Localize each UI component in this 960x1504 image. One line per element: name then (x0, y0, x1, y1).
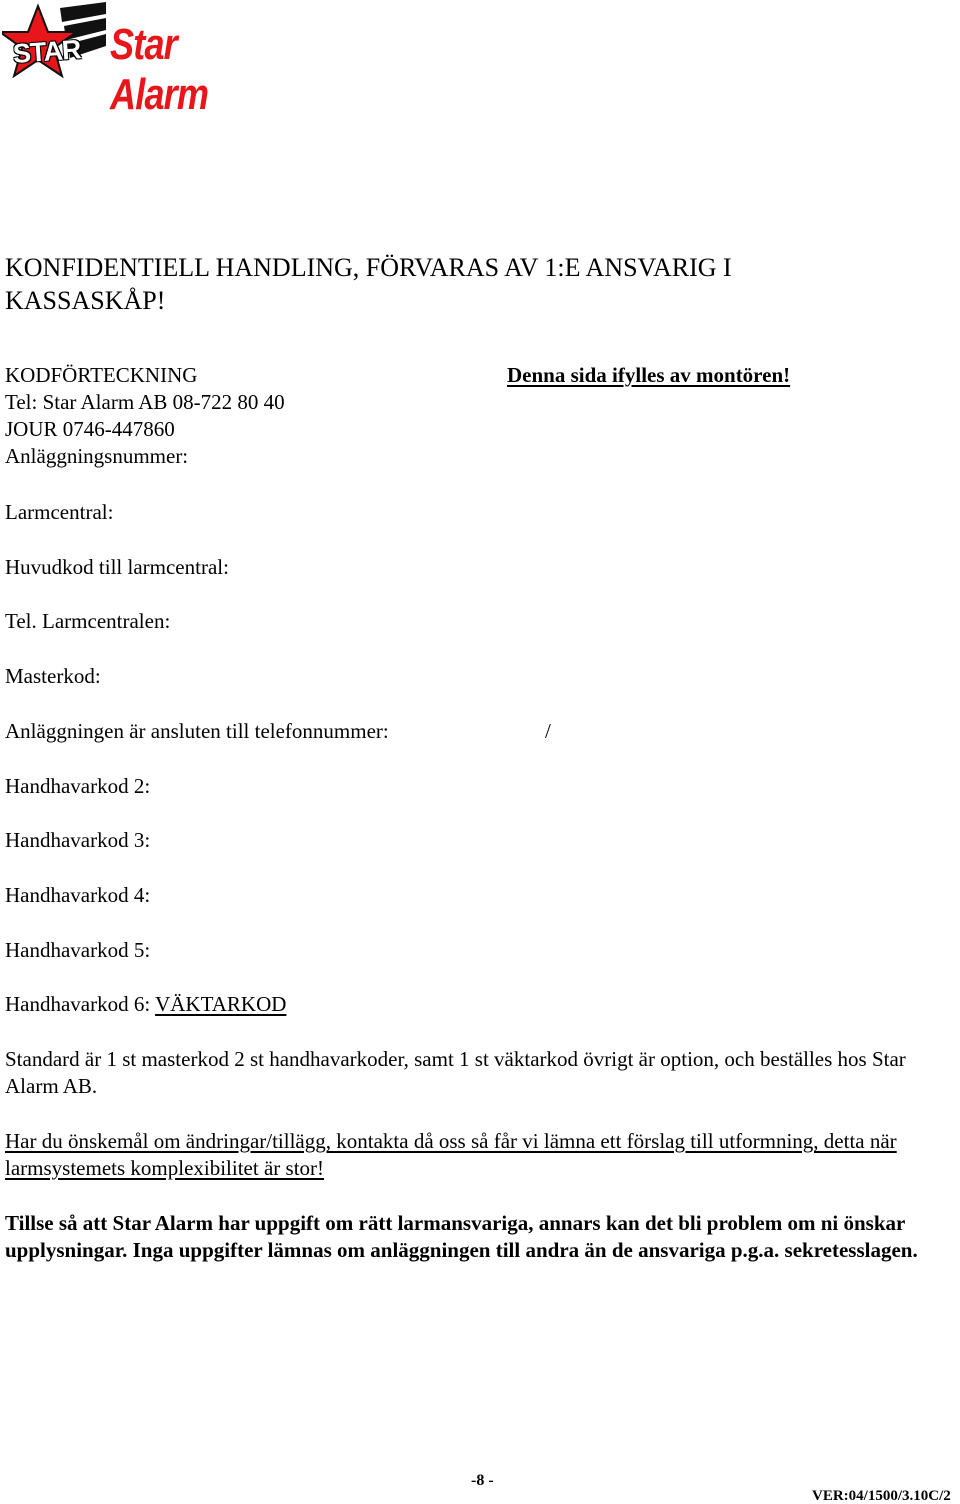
field-anlaggningsnummer: Anläggningsnummer: (5, 444, 189, 468)
star-alarm-logo (2, 2, 292, 119)
field-handhavarkod-2: Handhavarkod 2: (5, 774, 151, 798)
document-title: KONFIDENTIELL HANDLING, FÖRVARAS AV 1:E ANSVARIG I KASSASKÅP! (5, 253, 732, 315)
field-handhavarkod-6-label: Handhavarkod 6: (5, 992, 151, 1016)
field-larmcentral: Larmcentral: (5, 500, 114, 524)
contact-line-jour: JOUR 0746-447860 (5, 417, 175, 441)
field-handhavarkod-6-value: VÄKTARKOD (155, 992, 287, 1016)
contact-line-phone: Tel: Star Alarm AB 08-722 80 40 (5, 390, 285, 414)
field-handhavarkod-5: Handhavarkod 5: (5, 938, 151, 962)
field-tel-larmcentralen: Tel. Larmcentralen: (5, 609, 171, 633)
installer-note: Denna sida ifylles av montören! (507, 363, 791, 387)
field-masterkod: Masterkod: (5, 664, 101, 688)
logo-brand-name: Star Alarm (110, 20, 209, 119)
telefonnummer-separator: / (545, 719, 551, 743)
field-handhavarkod-6 (5, 990, 286, 1018)
page-number: -8 - (471, 1472, 494, 1489)
version-label: VER:04/1500/3.10C/2 (812, 1488, 951, 1504)
field-huvudkod: Huvudkod till larmcentral: (5, 555, 229, 579)
field-handhavarkod-3: Handhavarkod 3: (5, 828, 151, 852)
paragraph-standard: Standard är 1 st masterkod 2 st handhavarkoder, samt 1 st väktarkod övrigt är option, och beställes hos Star Alarm AB. (5, 1047, 906, 1098)
logo-emblem-text: STAR (12, 34, 82, 69)
field-handhavarkod-4: Handhavarkod 4: (5, 883, 151, 907)
paragraph-changes: Har du önskemål om ändringar/tillägg, kontakta då oss så får vi lämna ett förslag till utformning, detta när larmsystemets komplexibilitet är stor! (5, 1129, 897, 1180)
paragraph-notice: Tillse så att Star Alarm har uppgift om rätt larmansvariga, annars kan det bli problem om ni önskar upplysningar. Inga uppgifter lämnas om anläggningen till andra än de ansvariga p.g.a. sekretesslagen. (5, 1211, 918, 1262)
field-telefonnummer: Anläggningen är ansluten till telefonnummer: (5, 719, 389, 743)
section-heading: KODFÖRTECKNING (5, 363, 198, 387)
